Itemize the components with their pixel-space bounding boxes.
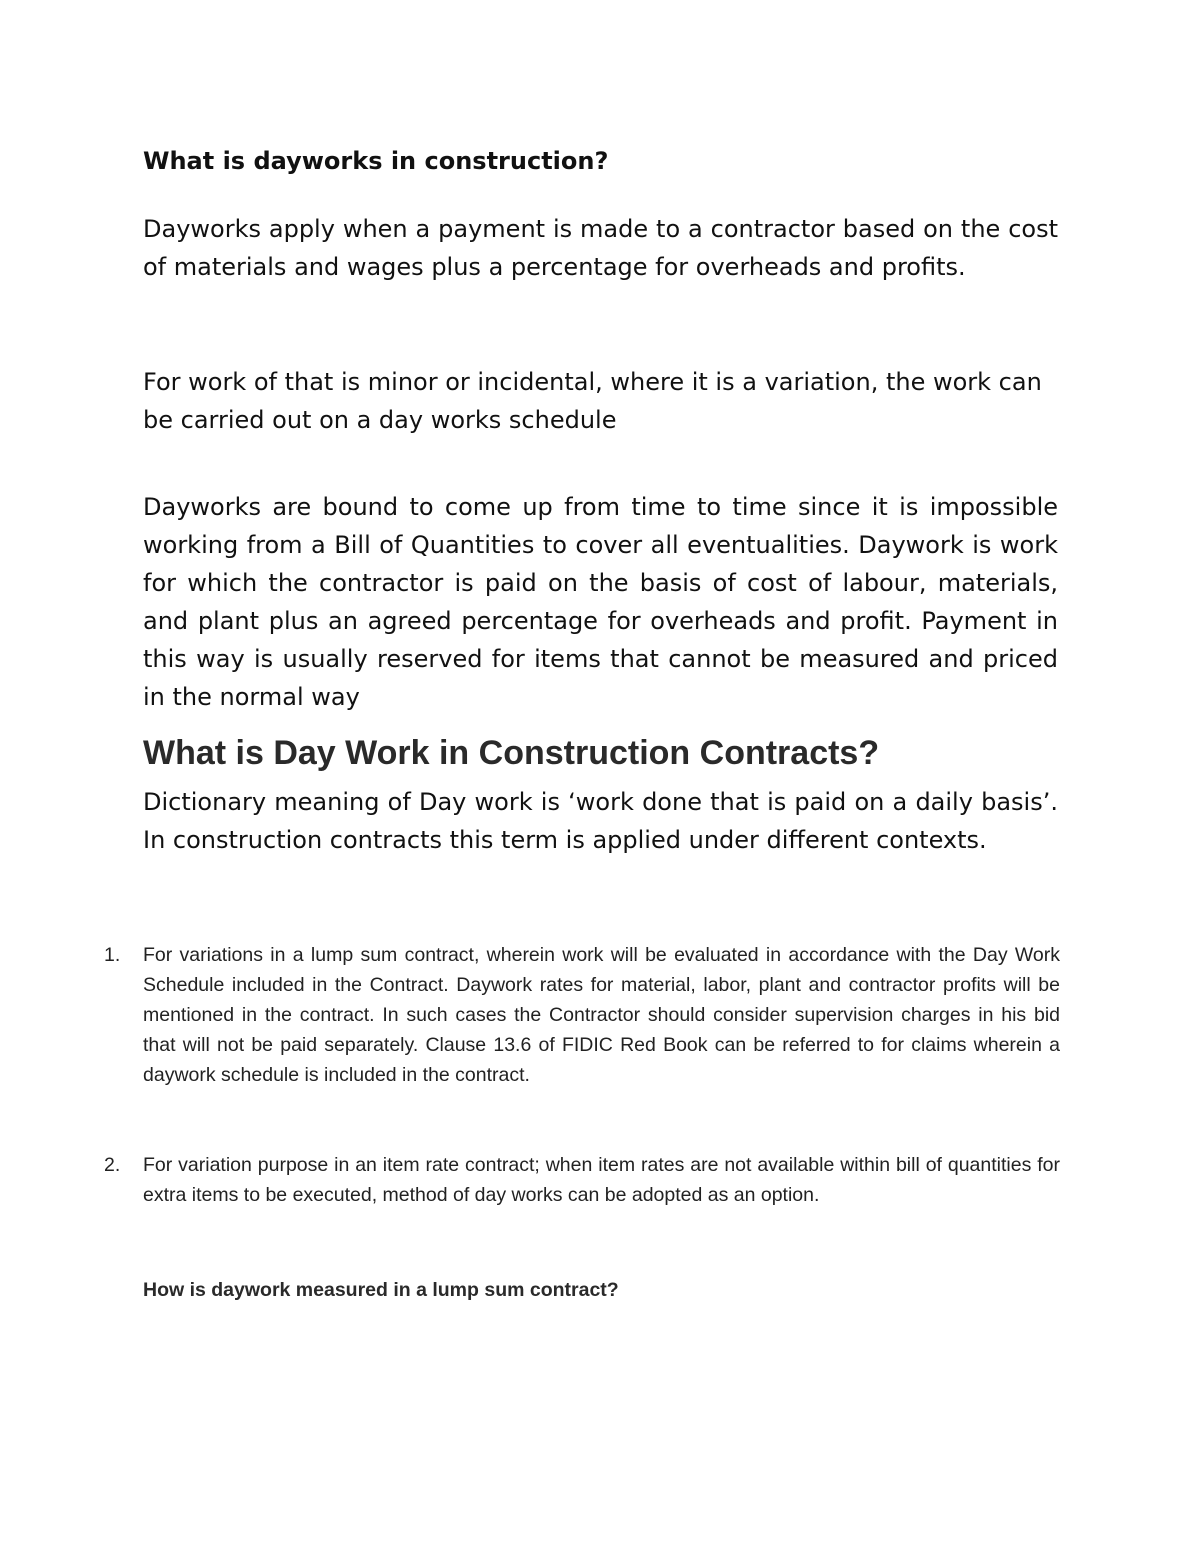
list-number: 1.	[104, 944, 121, 966]
paragraph-minor-work: For work of that is minor or incidental, where it is a variation, the work can be carried out on a day works schedule	[143, 368, 1042, 434]
list-number: 2.	[104, 1154, 121, 1176]
list-item	[100, 940, 1060, 1090]
list-item	[100, 1150, 1060, 1210]
paragraph-dayworks-detail: Dayworks are bound to come up from time to time since it is impossible working from a Bill of Quantities to cover all eventualities. Daywork is work for which the contractor is paid on the basis of cost of labour, materials, and plant plus an agreed percentage for overheads and profit. Payment in this way is usually reserved for items that cannot be measured and priced in the normal way	[143, 493, 1058, 711]
heading-day-work-contracts: What is Day Work in Construction Contracts?	[143, 734, 880, 772]
heading-daywork-measured: How is daywork measured in a lump sum contract?	[143, 1279, 619, 1301]
paragraph-dictionary-meaning: Dictionary meaning of Day work is ‘work done that is paid on a daily basis’. In construction contracts this term is applied under different contexts.	[143, 788, 1058, 854]
list-item-text: For variations in a lump sum contract, wherein work will be evaluated in accordance with the Day Work Schedule included in the Contract. Daywork rates for material, labor, plant and contractor profits will be mentioned in the contract. In such cases the Contractor should consider supervision charges in his bid that will not be paid separately. Clause 13.6 of FIDIC Red Book can be referred to for claims wherein a daywork schedule is included in the contract.	[143, 944, 1060, 1086]
list-item-text: For variation purpose in an item rate contract; when item rates are not available within bill of quantities for extra items to be executed, method of day works can be adopted as an option.	[143, 1154, 1060, 1206]
heading-dayworks: What is dayworks in construction?	[143, 147, 609, 175]
paragraph-dayworks-definition: Dayworks apply when a payment is made to a contractor based on the cost of materials and wages plus a percentage for overheads and profits.	[143, 215, 1058, 281]
numbered-list	[100, 940, 1060, 1210]
